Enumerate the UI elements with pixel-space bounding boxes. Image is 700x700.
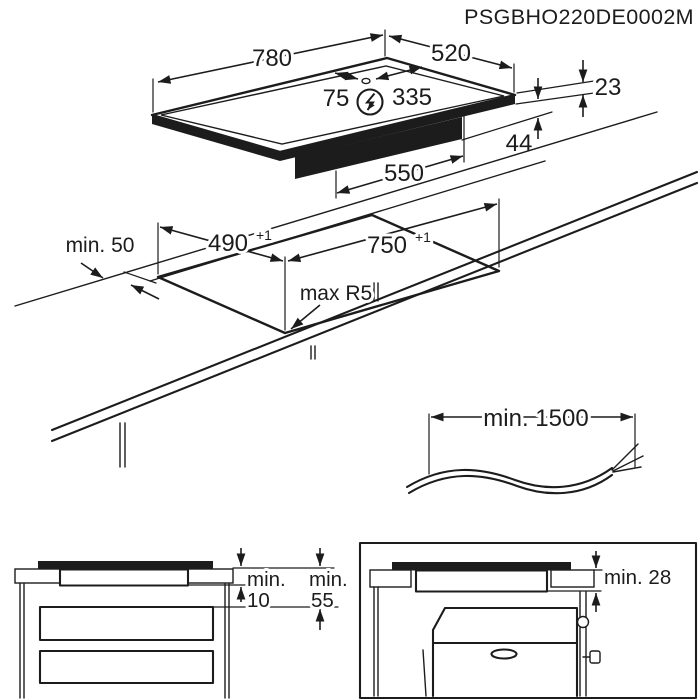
ext-line-glass-top [517,81,594,93]
box-width-label: 550 [383,160,425,187]
hob-width-label: 780 [251,45,293,72]
cabinet-leg-left [120,423,125,467]
oven-clearance-label: min. 28 [604,566,672,589]
arrow-min50-inner [131,285,159,299]
hob-clearance-prefix: min. [247,568,286,591]
cabinet-wall-left [20,584,24,698]
counter-clearance-value: 55 [311,589,334,612]
corner-radius-label: max R5 [299,282,373,305]
cabinet-wall-left [374,587,378,696]
oven-clearance-view [360,543,696,698]
cabinet-leg-middle [311,346,315,359]
hob-depth-label: 520 [430,40,472,67]
worktop-cutout-view [15,112,697,467]
cable-entry-point [362,78,370,83]
hob-casing-side [416,571,547,592]
cutout-depth-tolerance: +1 [256,227,272,243]
cable-wire-ends [612,444,643,472]
drawer-front-upper [40,607,213,640]
cutout-width-tolerance: +1 [415,229,431,245]
cabinet-wall-right [225,584,229,698]
mains-cable-view [407,405,643,493]
counter-clearance-prefix: min. [309,568,348,591]
cable-left-label: 75 [322,85,350,112]
worktop-front-edge-bottom [52,183,697,441]
document-title: PSGBHO220DE0002M [464,5,694,29]
side-clearance-label: min. 50 [65,234,135,257]
cutout-width-label: 750 [366,232,408,259]
hob-clearance-value: 10 [247,589,270,612]
hob-casing-side [60,570,188,586]
drawer-front-lower [40,651,213,683]
worktop-slab-left [370,570,411,587]
ext-line-min50 [124,272,156,283]
oven-handle [492,650,517,659]
cabinet-leg-right [374,283,378,301]
glass-thickness-label: 23 [594,74,622,101]
cabinet-wall-right [580,592,586,696]
power-connection-icon [358,90,383,115]
drawer-clearance-view [15,548,348,698]
cutout-depth-label: 490 [207,230,249,257]
hob-glass-side [38,561,213,570]
worktop-slab-right [551,570,594,587]
box-height-label: 44 [505,130,533,157]
hob-isometric-view [152,30,621,198]
hob-glass-side [392,562,571,571]
cable-length-label: min. 1500 [483,405,589,432]
arrow-min50-outer [81,263,103,278]
built-in-oven [423,608,600,696]
cable-right-label: 335 [391,84,433,111]
oven-hinge [578,617,589,628]
